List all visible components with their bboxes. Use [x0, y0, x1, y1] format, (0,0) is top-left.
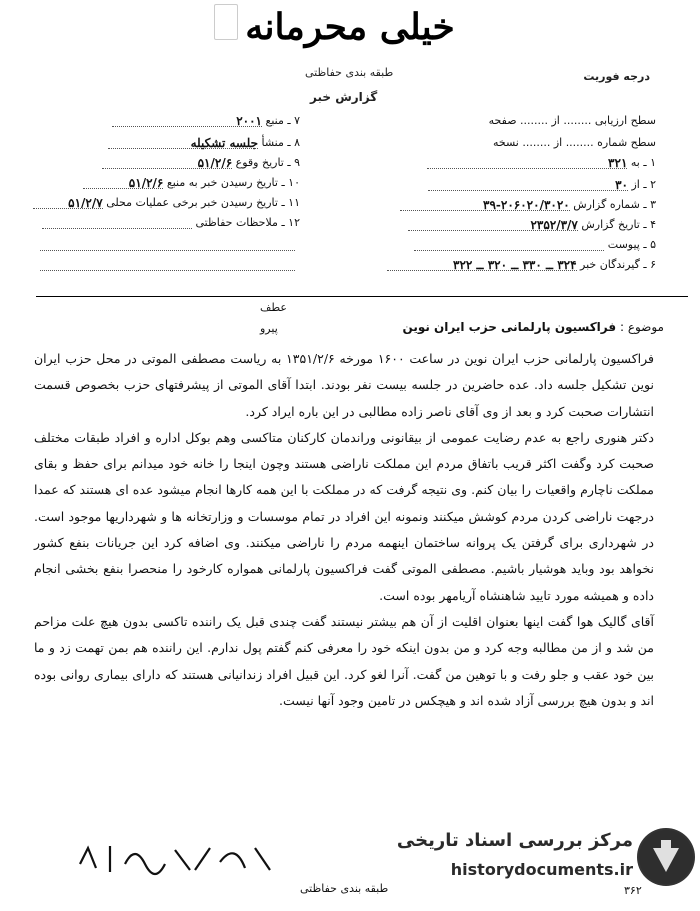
- side-note-peyro: پیرو: [260, 322, 278, 335]
- form-row-origin: [108, 136, 300, 149]
- form-row-ops-receipt-date: [33, 196, 300, 209]
- archive-watermark: [385, 826, 695, 892]
- form-source-receipt-value: ۵۱/۲/۶: [128, 176, 164, 190]
- page-number: ۳۶۲: [624, 884, 642, 897]
- report-type-label: گزارش خبر: [310, 90, 378, 104]
- form-row-report-date: [408, 218, 656, 231]
- form-row-source: [112, 114, 300, 127]
- form-row-copies-text: سطح شماره ........ از ........ نسخه: [492, 136, 656, 149]
- form-source-receipt-label: ۱۰ ـ تاریخ رسیدن خبر به منبع: [166, 176, 300, 189]
- side-note-atf: عطف: [260, 301, 287, 314]
- form-ops-receipt-value: ۵۱/۲/۷: [68, 196, 103, 210]
- form-to-value: ۳۲۱: [608, 156, 628, 170]
- form-recipients-field: [387, 258, 577, 271]
- topic-value: فراکسیون پارلمانی حزب ایران نوین: [402, 320, 617, 334]
- form-recipients-label: ۶ ـ گیرندگان خبر: [580, 258, 656, 271]
- form-blank-line-1: [40, 238, 295, 251]
- form-ops-receipt-field: [33, 196, 103, 209]
- form-row-source-receipt-date: [83, 176, 300, 189]
- form-source-label: ۷ ـ منبع: [265, 114, 300, 127]
- form-attachment-field: [414, 238, 604, 251]
- form-source-field: [112, 114, 262, 127]
- watermark-title: مرکز بررسی اسناد تاریخی: [396, 830, 633, 851]
- form-report-number-value: ۳۹-۲۰۶۰۲۰/۳۰۲۰: [483, 198, 570, 212]
- form-from-label: ۲ ـ از: [631, 178, 656, 191]
- form-security-notes-field: [42, 216, 192, 229]
- form-source-value: ۲۰۰۱: [236, 114, 262, 128]
- form-report-number-field: [400, 198, 570, 211]
- form-origin-label: ۸ ـ منشأ: [261, 136, 300, 149]
- form-row-to: [427, 156, 656, 169]
- archive-logo-icon: [637, 828, 695, 886]
- handwritten-signature-scribble: [70, 834, 290, 884]
- form-to-field: [427, 156, 627, 169]
- form-report-date-label: ۴ ـ تاریخ گزارش: [581, 218, 656, 231]
- document-classification-title: خیلی محرمانه: [245, 6, 455, 48]
- form-row-recipients: [387, 258, 656, 271]
- form-event-date-label: ۹ ـ تاریخ وقوع: [235, 156, 300, 169]
- form-report-number-label: ۳ ـ شماره گزارش: [573, 198, 656, 211]
- form-security-notes-label: ۱۲ ـ ملاحظات حفاظتی: [195, 216, 300, 229]
- body-paragraph-1: فراکسیون پارلمانی حزب ایران نوین در ساعت ۱۶۰۰ مورخه ۱۳۵۱/۲/۶ به ریاست مصطفی الموتی در محل حزب ایران نوین تشکیل جلسه داد. عده حاضرین در جلسه بیست نفر بودند. ابتدا آقای الموتی از پیشرفتهای حزب بخصوص قسمت انتشارات صحبت کرد و بعد از وی آقای ناصر زاده مطالبی در این باره ایراد کرد.: [34, 351, 654, 419]
- form-blank-field-2: [40, 258, 295, 271]
- form-row-security-notes: [42, 216, 300, 229]
- form-recipients-value: ۳۲۴ ــ ۳۳۰ ــ ۳۲۰ ــ ۳۲۲: [453, 258, 577, 272]
- form-blank-line-2: [40, 258, 295, 271]
- topic-row: موضوع : فراکسیون پارلمانی حزب ایران نوین: [402, 320, 664, 334]
- form-row-pages-text: سطح ارزیابی ........ از ........ صفحه: [488, 114, 656, 127]
- form-report-date-field: [408, 218, 578, 231]
- watermark-url: historydocuments.ir: [450, 860, 633, 879]
- form-from-field: [428, 178, 628, 191]
- body-paragraph-3: آقای گالیک هوا گفت اینها بعنوان اقلیت از آن هم بیشتر نیستند گفت چندی قبل یک راننده تاکسی بدون هیچ علت مزاحم من شد و از من مطالبه وجه کرد و من بدون اینکه خود را معرفی کنم گفتم پول ندارم. این راننده هم بمن تهمت زد و ما بین خود عقب و جلو رفت و با توهین من گفت. آنرا لغو کرد. این قبیل افراد زندانیانی هستند که دارای بیماری روانی بوده اند و بدون هیچ بررسی آزاد شده اند و هیچکس در تامین وجود آنها نیست.: [34, 613, 654, 708]
- report-body: [34, 346, 654, 714]
- form-row-copies: [493, 136, 656, 149]
- classification-label: طبقه بندی حفاظتی: [305, 66, 394, 79]
- form-blank-field-1: [40, 238, 295, 251]
- priority-label: درجه فوریت: [583, 70, 650, 83]
- form-event-date-value: ۵۱/۲/۶: [197, 156, 233, 170]
- form-row-attachment: [414, 238, 656, 251]
- form-to-label: ۱ ـ به: [630, 156, 656, 169]
- form-row-report-number: [400, 198, 656, 211]
- body-paragraph-2: دکتر هنوری راجع به عدم رضایت عمومی از بیقانونی وراندمان کارکنان متاکسی وهم بوکل اداره و افراد طبقات مختلف صحبت کرد وگفت اکثر قریب باتفاق مردم این مملکت ناراضی هستند وچون اینجا را خانه خود میدانم برای حفظ و بقای مملکت ناچارم واقعیات را بیان کنم. وی نتیجه گرفت که در مملکت با این همه کارها انجام میشود عده ای هستند که عمدا درجهت ناراضی کردن مردم کوشش میکنند ونمونه این افراد در تمام موسسات و وزارتخانه ها و شهرداریها موجود است. در شهرداری برای گرفتن یک پروانه ساختمان اینهمه مردم را ناراضی میکنند. وی اضافه کرد این جریانات بنفع کشور نخواهد بود وباید هوشیار باشیم. مصطفی الموتی گفت فراکسیون پارلمانی همواره کارخود را منحصرا بنفع بخشی انجام داده و همیشه مورد تایید شاهنشاه آریامهر بوده است.: [34, 429, 654, 603]
- form-row-pages: [489, 114, 656, 127]
- topic-label: موضوع: [627, 320, 664, 334]
- form-attachment-label: ۵ ـ پیوست: [607, 238, 656, 251]
- form-from-value: ۳۰: [615, 178, 628, 192]
- form-origin-value: جلسه تشکیله: [190, 136, 258, 150]
- footer-classification-label: طبقه بندی حفاظتی: [300, 882, 389, 895]
- header-divider-line: [36, 296, 688, 297]
- form-row-event-date: [102, 156, 300, 169]
- form-source-receipt-field: [83, 176, 163, 189]
- form-report-date-value: ۲۳۵۲/۳/۷: [530, 218, 578, 232]
- form-event-date-field: [102, 156, 232, 169]
- form-row-from: [428, 178, 656, 191]
- form-ops-receipt-label: ۱۱ ـ تاریخ رسیدن خبر برخی عملیات محلی: [106, 196, 300, 209]
- form-origin-field: [108, 136, 258, 149]
